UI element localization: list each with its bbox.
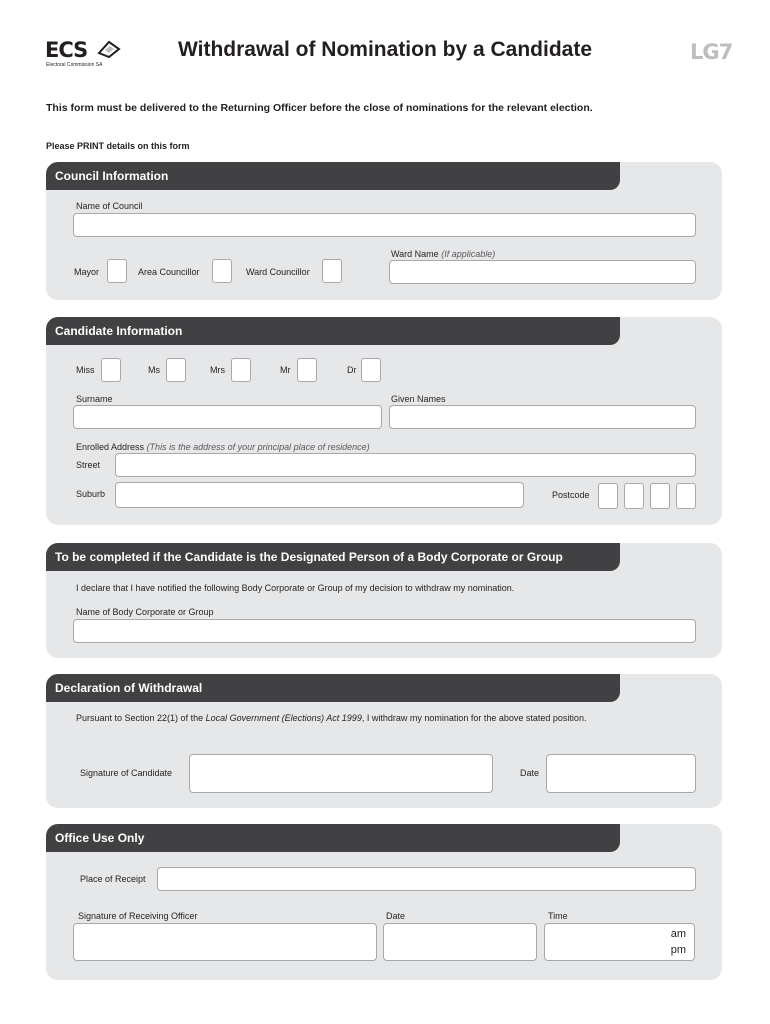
suburb-field[interactable] [115, 482, 524, 508]
declaration-section [46, 674, 722, 808]
street-field[interactable] [115, 453, 696, 477]
ballot-icon [97, 40, 121, 58]
postcode-digit-1[interactable] [598, 483, 618, 509]
delivery-notice: This form must be delivered to the Returning Officer before the close of nominations for the relevant election. [46, 102, 593, 114]
declaration-text: Pursuant to Section 22(1) of the Local Government (Elections) Act 1999, I withdraw my nomination for the above stated position. [76, 713, 587, 723]
title-miss-label: Miss [76, 365, 95, 375]
title-dr-label: Dr [347, 365, 357, 375]
council-section [46, 162, 722, 300]
print-note: Please PRINT details on this form [46, 141, 190, 151]
declaration-date-field[interactable] [546, 754, 696, 793]
candidate-heading: Candidate Information [46, 317, 620, 345]
title-ms-checkbox[interactable] [166, 358, 186, 382]
postcode-digit-2[interactable] [624, 483, 644, 509]
office-use-section [46, 824, 722, 980]
area-councillor-checkbox[interactable] [212, 259, 232, 283]
ward-name-label: Ward Name (If applicable) [391, 249, 496, 259]
office-date-label: Date [386, 911, 406, 921]
mayor-checkbox[interactable] [107, 259, 127, 283]
logo-text: ECS [45, 38, 88, 62]
title-mr-checkbox[interactable] [297, 358, 317, 382]
council-name-field[interactable] [73, 213, 696, 237]
body-corporate-section [46, 543, 722, 658]
enrolled-address-label: Enrolled Address (This is the address of your principal place of residence) [76, 442, 370, 452]
candidate-signature-label: Signature of Candidate [80, 768, 173, 778]
council-name-label: Name of Council [76, 201, 143, 211]
declaration-date-label: Date [520, 768, 540, 778]
receiving-officer-signature-field[interactable] [73, 923, 377, 961]
candidate-section [46, 317, 722, 525]
am-label: am [670, 928, 686, 940]
place-of-receipt-field[interactable] [157, 867, 696, 891]
council-heading: Council Information [46, 162, 620, 190]
place-of-receipt-label: Place of Receipt [80, 874, 146, 884]
form-code: LG7 [690, 40, 733, 64]
mayor-label: Mayor [74, 267, 100, 277]
title-dr-checkbox[interactable] [361, 358, 381, 382]
surname-label: Surname [76, 394, 113, 404]
title-mrs-label: Mrs [210, 365, 225, 375]
surname-field[interactable] [73, 405, 382, 429]
body-corporate-name-field[interactable] [73, 619, 696, 643]
receiving-officer-label: Signature of Receiving Officer [78, 911, 198, 921]
page-title: Withdrawal of Nomination by a Candidate [178, 38, 593, 61]
ward-name-field[interactable] [389, 260, 696, 284]
given-names-label: Given Names [391, 394, 446, 404]
office-use-heading: Office Use Only [46, 824, 620, 852]
logo-subtext: Electoral Commission SA [46, 62, 103, 68]
body-corporate-name-label: Name of Body Corporate or Group [76, 607, 214, 617]
given-names-field[interactable] [389, 405, 696, 429]
body-corporate-declaration: I declare that I have notified the following Body Corporate or Group of my decision to withdraw my nomination. [76, 583, 515, 593]
ward-councillor-checkbox[interactable] [322, 259, 342, 283]
title-mr-label: Mr [280, 365, 291, 375]
postcode-digit-3[interactable] [650, 483, 670, 509]
title-mrs-checkbox[interactable] [231, 358, 251, 382]
office-time-label: Time [548, 911, 568, 921]
street-label: Street [76, 460, 101, 470]
candidate-signature-field[interactable] [189, 754, 493, 793]
suburb-label: Suburb [76, 489, 106, 499]
title-ms-label: Ms [148, 365, 160, 375]
postcode-label: Postcode [552, 490, 590, 500]
area-councillor-label: Area Councillor [138, 267, 200, 277]
pm-label: pm [670, 944, 686, 956]
ecs-logo [45, 38, 125, 72]
office-date-field[interactable] [383, 923, 537, 961]
office-time-field[interactable] [544, 923, 695, 961]
title-miss-checkbox[interactable] [101, 358, 121, 382]
postcode-digit-4[interactable] [676, 483, 696, 509]
ward-councillor-label: Ward Councillor [246, 267, 310, 277]
declaration-heading: Declaration of Withdrawal [46, 674, 620, 702]
body-corporate-heading: To be completed if the Candidate is the Designated Person of a Body Corporate or Group [46, 543, 620, 571]
